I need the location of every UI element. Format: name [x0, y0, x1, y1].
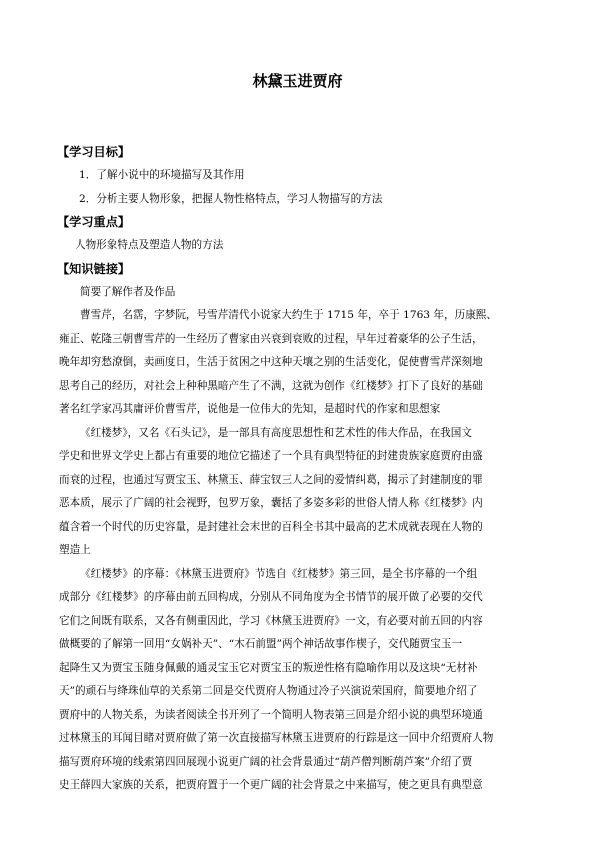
- paragraph-line: 它们之间既有联系，又各有侧重因此，学习《林黛玉进贾府》一文，有必要对前五回的内容: [59, 614, 483, 627]
- paragraph-line: 成部分《红楼梦》的序幕由前五回构成，分别从不同角度为全书情节的展开做了必要的交代: [59, 591, 483, 603]
- paragraph-novel: [59, 422, 537, 563]
- paragraph-line: 学史和世界文学史上都占有重要的地位它描述了一个具有典型特征的封建贵族家庭贾府由盛: [59, 450, 483, 462]
- paragraph-line: 著名红学家冯其庸评价曹雪芹，说他是一位伟大的先知，是超时代的作家和思想家: [59, 403, 441, 415]
- paragraph-line: 《红楼梦》，又名《石头记》，是一部具有高度思想性和艺术性的伟大作品，在我国文: [80, 426, 472, 439]
- paragraph-line: 塑造上: [59, 544, 91, 556]
- paragraph-line: 做概要的了解第一回用“女娲补天”、“木石前盟”两个神话故事作楔子，交代随贾宝玉一: [59, 638, 463, 650]
- section-heading-focus: 【学习重点】: [57, 215, 131, 229]
- paragraph-line: 《红楼梦》的序幕：《林黛玉进贾府》节选自《红楼梦》第三回，是全书序幕的一个组: [80, 567, 478, 580]
- paragraph-line: 曹雪芹，名霑，字梦阮，号雪芹清代小说家大约生于 1715 年，卒于 1763 年，历康熙、: [80, 309, 497, 321]
- paragraph-line: 而衰的过程，也通过写贾宝玉、林黛玉、薛宝钗三人之间的爱情纠葛，揭示了封建制度的罪: [59, 473, 483, 486]
- paragraph-prologue: [59, 563, 537, 798]
- goal-item-2: 2．分析主要人物形象，把握人物性格特点，学习人物描写的方法: [79, 192, 383, 205]
- paragraph-line: 起降生又为贾宝玉随身佩戴的通灵宝玉它对贾宝玉的叛逆性格有隐喻作用以及这块“无材补: [59, 661, 478, 674]
- paragraph-line: 恶本质，展示了广阔的社会视野，包罗万象，囊括了多姿多彩的世俗人情人称《红楼梦》内: [59, 497, 483, 509]
- paragraph-line: 晚年却穷愁潦倒，卖画度日，生活于贫困之中这种天壤之别的生活变化，促使曹雪芹深刻地: [59, 356, 483, 368]
- paragraph-line: 思考自己的经历，对社会上种种黑暗产生了不满，这就为创作《红楼梦》打下了良好的基础: [59, 379, 483, 392]
- focus-text: 人物形象特点及塑造人物的方法: [75, 239, 224, 251]
- paragraph-line: 描写贾府环境的线索第四回展现小说更广阔的社会背景通过“葫芦僧判断葫芦案”介绍了贾: [59, 755, 473, 768]
- section-heading-goals: 【学习目标】: [57, 145, 131, 159]
- paragraph-line: 史王薛四大家族的关系，把贾府置于一个更广阔的社会背景之中来描写，使之更具有典型意: [59, 779, 483, 791]
- paragraph-line: 天”的顽石与绛珠仙草的关系第二回是交代贾府人物通过冷子兴演说荣国府，简要地介绍了: [59, 685, 478, 697]
- paragraph-line: 贾府中的人物关系，为读者阅读全书开列了一个简明人物表第三回是介绍小说的典型环境通: [59, 708, 483, 721]
- goal-item-1: 1．了解小说中的环境描写及其作用: [79, 169, 245, 181]
- paragraph-line: 蕴含着一个时代的历史容量，是封建社会末世的百科全书其中最高的艺术成就表现在人物的: [59, 520, 483, 533]
- document-body: [59, 141, 537, 798]
- section-heading-knowledge: 【知识链接】: [57, 261, 131, 276]
- paragraph-line: 雍正、乾隆三朝曹雪芹的一生经历了曹家由兴衰到衰败的过程，早年过着豪华的公子生活，: [59, 332, 483, 345]
- knowledge-intro: 简要了解作者及作品: [80, 285, 176, 298]
- paragraph-line: 过林黛玉的耳闻目睹对贾府做了第一次直接描写林黛玉进贾府的行踪是这一回中介绍贾府人物: [59, 732, 494, 744]
- paragraph-author: [59, 304, 537, 422]
- document-title: 林黛玉进贾府: [252, 72, 343, 90]
